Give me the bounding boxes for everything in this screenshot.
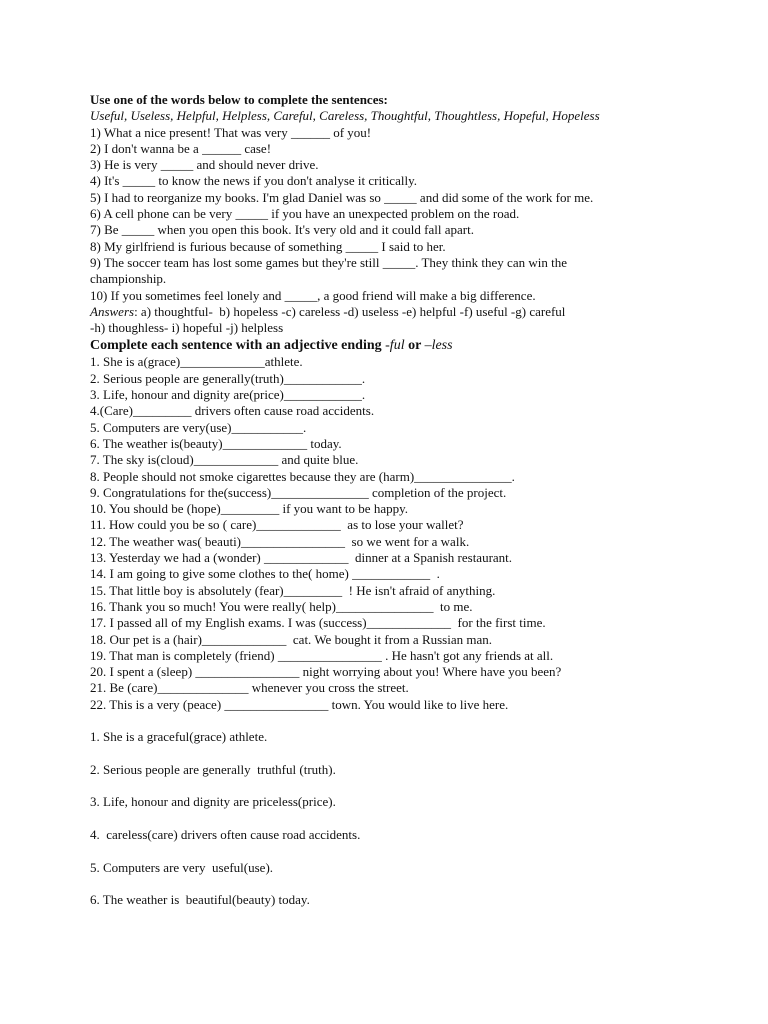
section1-sentence: 10) If you sometimes feel lonely and _____, a good friend will make a big difference. xyxy=(90,287,536,303)
section2-sentence: 22. This is a very (peace) ________________ town. You would like to live here. xyxy=(90,696,509,712)
section1-sentence: 8) My girlfriend is furious because of something _____ I said to her. xyxy=(90,238,446,254)
section2-heading-or: or xyxy=(404,338,425,354)
section2-sentence: 15. That little boy is absolutely (fear)_________ ! He isn't afraid of anything. xyxy=(90,582,496,598)
answer-line: 5. Computers are very useful(use). xyxy=(90,859,274,875)
section2-sentence: 20. I spent a (sleep) ________________ night worrying about you! Where have you been? xyxy=(90,664,562,680)
section1-sentence: 1) What a nice present! That was very ______ of you! xyxy=(90,124,372,140)
section1-sentence: 9) The soccer team has lost some games but they're still _____. They think they can win the xyxy=(90,254,567,270)
worksheet-page xyxy=(90,92,750,925)
section2-heading-text: Complete each sentence with an adjective ending xyxy=(90,338,386,354)
answers-line-2: -h) thoughless- i) hopeful -j) helpless xyxy=(90,320,284,336)
section1-sentence: championship. xyxy=(90,271,167,287)
section2-sentence: 18. Our pet is a (hair)_____________ cat. We bought it from a Russian man. xyxy=(90,631,493,647)
answer-line: 1. She is a graceful(grace) athlete. xyxy=(90,729,268,745)
section2-sentence: 3. Life, honour and dignity are(price)____________. xyxy=(90,387,366,403)
section2-sentence: 11. How could you be so ( care)_____________ as to lose your wallet? xyxy=(90,517,464,533)
section2-sentence: 4.(Care)_________ drivers often cause road accidents. xyxy=(90,403,375,419)
section2-sentence: 5. Computers are very(use)___________. xyxy=(90,419,307,435)
answer-line: 3. Life, honour and dignity are priceless(price). xyxy=(90,794,336,810)
section1-sentence: 2) I don't wanna be a ______ case! xyxy=(90,140,272,156)
section2-sentence: 16. Thank you so much! You were really( help)_______________ to me. xyxy=(90,598,473,614)
section2-sentence: 1. She is a(grace)_____________athlete. xyxy=(90,354,303,370)
section1-sentence: 4) It's _____ to know the news if you don't analyse it critically. xyxy=(90,173,417,189)
section2-sentence: 14. I am going to give some clothes to the( home) ____________ . xyxy=(90,566,440,582)
section2-sentence: 9. Congratulations for the(success)_______________ completion of the project. xyxy=(90,484,507,500)
word-list: Useful, Useless, Helpful, Helpless, Careful, Careless, Thoughtful, Thoughtless, Hopeful, Hopeless xyxy=(90,108,600,124)
section1-sentences xyxy=(90,125,750,304)
section2-sentence: 8. People should not smoke cigarettes because they are (harm)_______________. xyxy=(90,468,515,484)
answer-key xyxy=(90,729,750,908)
section1-sentence: 5) I had to reorganize my books. I'm glad Daniel was so _____ and did some of the work for me. xyxy=(90,189,594,205)
section1-sentence: 6) A cell phone can be very _____ if you have an unexpected problem on the road. xyxy=(90,206,520,222)
section2-sentence: 17. I passed all of my English exams. I was (success)_____________ for the first time. xyxy=(90,615,546,631)
section2-sentence: 13. Yesterday we had a (wonder) _____________ dinner at a Spanish restaurant. xyxy=(90,550,513,566)
section2-sentence: 21. Be (care)______________ whenever you cross the street. xyxy=(90,680,409,696)
answers-text: : a) thoughtful- b) hopeless -c) careless -d) useless -e) helpful -f) useful -g) careful xyxy=(134,303,566,319)
section1-sentence: 3) He is very _____ and should never drive. xyxy=(90,157,319,173)
section1-heading: Use one of the words below to complete the sentences: xyxy=(90,92,388,107)
answer-line: 4. careless(care) drivers often cause road accidents. xyxy=(90,827,361,843)
section2-sentence: 19. That man is completely (friend) ________________ . He hasn't got any friends at all. xyxy=(90,647,554,663)
answers-line-1 xyxy=(90,304,750,320)
section1-sentence: 7) Be _____ when you open this book. It's very old and it could fall apart. xyxy=(90,222,474,238)
section2-sentence: 12. The weather was( beauti)________________ so we went for a walk. xyxy=(90,533,470,549)
section2-heading xyxy=(90,337,750,354)
section2-heading-less: –less xyxy=(424,338,453,354)
spacer xyxy=(90,713,750,729)
section2-sentence: 2. Serious people are generally(truth)____________. xyxy=(90,370,366,386)
section2-sentence: 7. The sky is(cloud)_____________ and quite blue. xyxy=(90,452,359,468)
section2-sentence: 6. The weather is(beauty)_____________ today. xyxy=(90,435,342,451)
section2-heading-ful: -ful xyxy=(385,338,405,354)
answer-line: 6. The weather is beautiful(beauty) today. xyxy=(90,892,310,908)
answers-label: Answers xyxy=(90,303,135,319)
answer-line: 2. Serious people are generally truthful (truth). xyxy=(90,761,336,777)
section2-sentences xyxy=(90,354,750,713)
section2-sentence: 10. You should be (hope)_________ if you want to be happy. xyxy=(90,501,408,517)
